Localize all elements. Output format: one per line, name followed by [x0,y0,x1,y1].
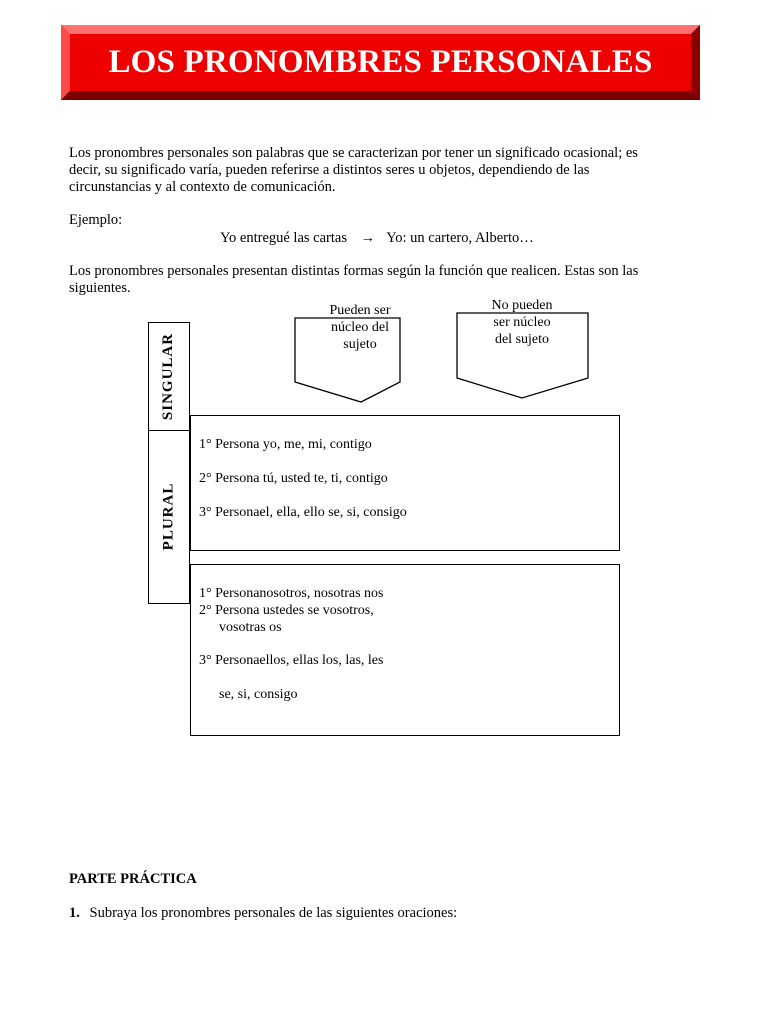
practice-item-number: 1. [69,905,80,921]
practice-item-text: Subraya los pronombres personales de las siguientes oraciones: [89,905,458,921]
arrow-right-icon: → [360,230,376,246]
pentagon-left-line: Pueden ser [329,303,391,318]
plural-row: 1° Personanosotros, nosotras nos [199,586,384,601]
singular-row: 1° Persona yo, me, mi, contigo [199,437,372,452]
forms-line: siguientes. [69,280,131,296]
pentagon-left [300,302,420,353]
pentagon-left-line: sujeto [343,337,377,352]
example-right: Yo: un cartero, Alberto… [386,230,534,246]
example-label: Ejemplo: [69,212,123,228]
plural-row: 2° Persona ustedes se vosotros, [199,603,374,618]
singular-label: SINGULAR [160,332,177,420]
practice-heading: PARTE PRÁCTICA [69,871,197,887]
pentagon-right-line: del sujeto [494,332,550,347]
pentagon-right-line: ser núcleo [493,315,551,330]
plural-row: 3° Personaellos, ellas los, las, les [199,653,384,668]
singular-row: 2° Persona tú, usted te, ti, contigo [199,471,388,486]
pentagon-left-line: núcleo del [331,320,389,335]
plural-label: PLURAL [160,482,177,550]
intro-line: circunstancias y al contexto de comunicación. [69,179,336,195]
practice-item [69,905,457,922]
pentagon-right-line: No pueden [491,298,553,313]
intro-line: decir, su significado varía, pueden referirse a distintos seres u objetos, dependiendo de las [69,162,590,178]
example-left: Yo entregué las cartas [220,230,347,246]
plural-row: vosotras os [219,620,282,635]
pentagon-right [462,297,582,348]
page-title: LOS PRONOMBRES PERSONALES [108,44,653,80]
forms-line: Los pronombres personales presentan distintas formas según la función que realicen. Estas son las [69,263,639,279]
singular-row: 3° Personael, ella, ello se, si, consigo [199,505,407,520]
intro-line: Los pronombres personales son palabras que se caracterizan por tener un significado ocasional; es [69,145,638,161]
plural-row: se, si, consigo [219,687,298,702]
